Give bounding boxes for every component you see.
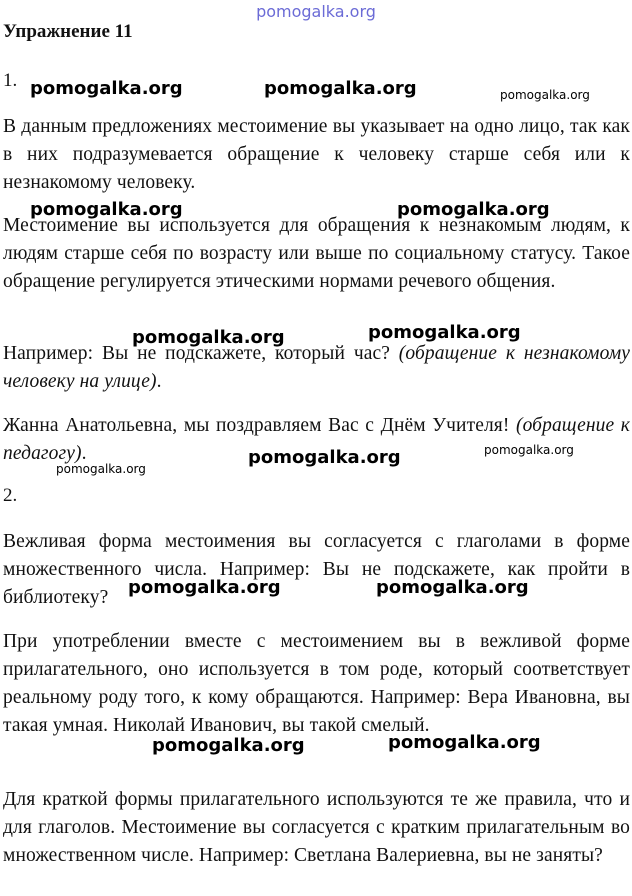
paragraph-3-end: . — [156, 371, 162, 392]
watermark: pomogalka.org — [248, 447, 401, 468]
item-number-1: 1. — [3, 70, 18, 91]
watermark: pomogalka.org — [132, 327, 285, 348]
watermark-top: pomogalka.org — [256, 2, 376, 21]
paragraph-6: При употреблении вместе с местоимением вы в вежливой форме прилагательного, оно используется в том роде, который соответствует реальному роду того, к кому обращаются. Например: Вера Ивановна, вы такая умная. Николай Иванович, вы такой смелый. — [3, 631, 630, 736]
paragraph-3-italic: (обращение к незнакомому человеку на улице) — [3, 343, 630, 392]
watermark: pomogalka.org — [30, 78, 183, 99]
watermark: pomogalka.org — [30, 199, 183, 220]
exercise-heading: Упражнение 11 — [3, 21, 133, 42]
watermark: pomogalka.org — [500, 88, 590, 102]
watermark: pomogalka.org — [484, 443, 574, 457]
paragraph-2: Местоимение вы используется для обращения к незнакомым людям, к людям старше себя по возрасту или выше по социальному статусу. Такое обращение регулируется этическими нормами речевого общения. — [3, 215, 630, 292]
watermark: pomogalka.org — [388, 732, 541, 753]
watermark: pomogalka.org — [368, 322, 521, 343]
item-number-2: 2. — [3, 485, 18, 506]
paragraph-4-end: . — [81, 443, 87, 464]
watermark: pomogalka.org — [152, 735, 305, 756]
watermark: pomogalka.org — [56, 462, 146, 476]
watermark: pomogalka.org — [397, 199, 550, 220]
watermark: pomogalka.org — [376, 577, 529, 598]
paragraph-4-text: Жанна Анатольевна, мы поздравляем Вас с Днём Учителя! — [3, 415, 516, 436]
watermark: pomogalka.org — [264, 78, 417, 99]
paragraph-1: В данным предложениях местоимение вы указывает на одно лицо, так как в них подразумевается обращение к человеку старше себя или к незнакомому человеку. — [3, 116, 630, 193]
paragraph-3-text: Например: Вы не подскажете, который час? — [3, 343, 399, 364]
watermark: pomogalka.org — [128, 577, 281, 598]
paragraph-5: Вежливая форма местоимения вы согласуется с глаголами в форме множественного числа. Например: Вы не подскажете, как пройти в библиотеку? — [3, 531, 630, 608]
paragraph-7: Для краткой формы прилагательного используются те же правила, что и для глаголов. Местоимение вы согласуется с кратким прилагательным во множественном числе. Например: Светлана Валериевна, вы не заняты? — [3, 789, 630, 866]
paragraph-4-italic: (обращение к педагогу) — [3, 415, 630, 464]
paragraph-3 — [3, 340, 630, 396]
